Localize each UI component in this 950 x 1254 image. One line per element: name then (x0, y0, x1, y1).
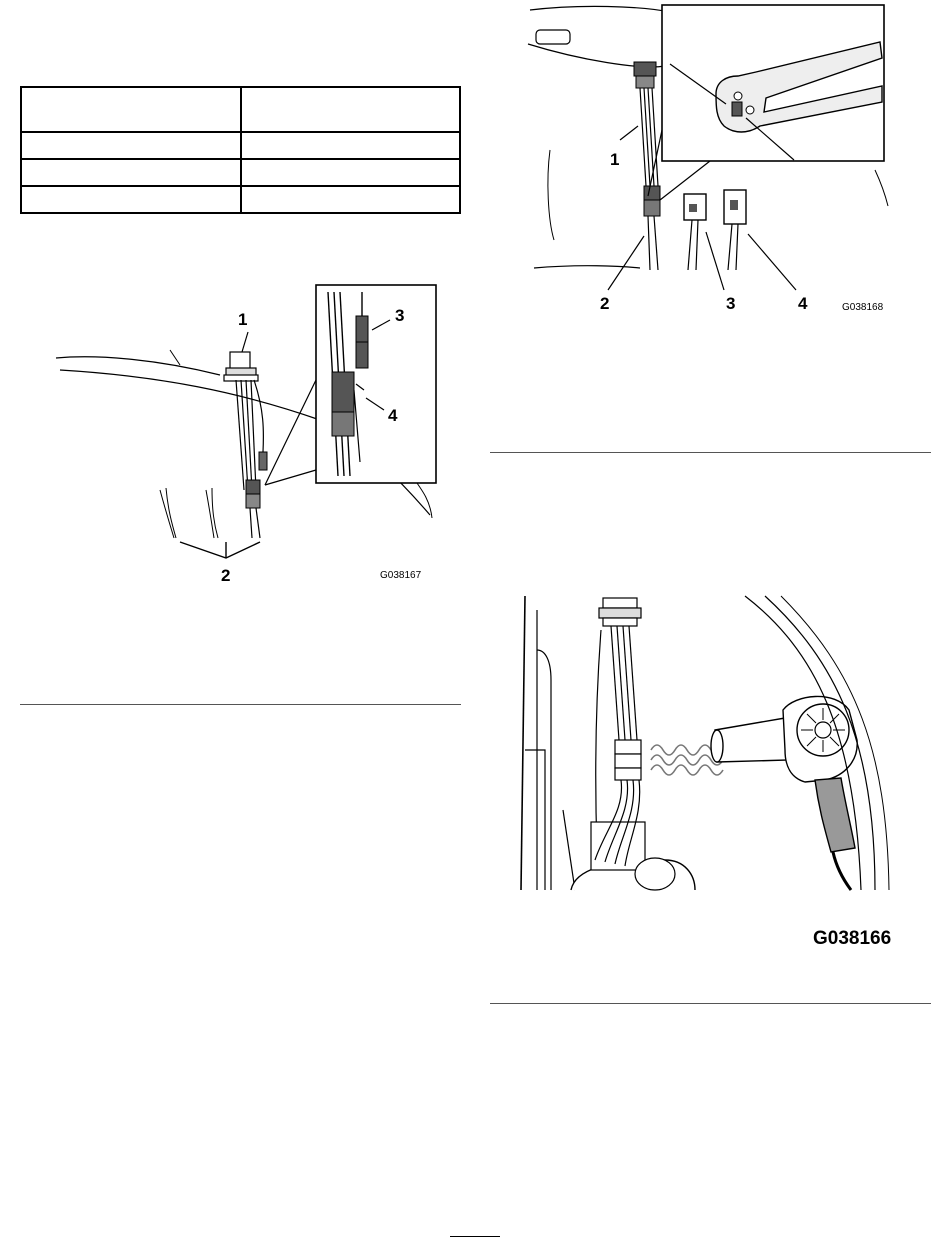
table-cell (241, 132, 461, 159)
table-row (21, 159, 460, 186)
callout-4: 4 (798, 294, 808, 313)
table-cell (241, 186, 461, 213)
table-header-cell (21, 87, 241, 132)
divider-right-bottom (490, 1003, 931, 1004)
callout-3: 3 (726, 294, 736, 313)
callout-2: 2 (600, 294, 610, 313)
divider-left (20, 704, 461, 705)
table-cell (21, 159, 241, 186)
figure-code: G038167 (380, 570, 422, 581)
divider-right-top (490, 452, 931, 453)
table-cell (21, 186, 241, 213)
heat-gun-illustration (515, 590, 905, 895)
table-cell (241, 159, 461, 186)
wiring-figure-left (20, 280, 460, 590)
figure-code: G038168 (842, 302, 884, 313)
callout-3: 3 (395, 306, 405, 325)
callout-1: 1 (610, 150, 620, 169)
callout-4: 4 (388, 406, 398, 425)
table-header-cell (241, 87, 461, 132)
footer-rule (450, 1236, 500, 1237)
wire-table (20, 86, 461, 214)
wiring-figure-top-right (520, 0, 890, 320)
table-row (21, 186, 460, 213)
heat-gun-figure (515, 590, 905, 950)
table-row (21, 132, 460, 159)
table-header-row (21, 87, 460, 132)
table-cell (21, 132, 241, 159)
wiring-illustration-top-right (520, 0, 890, 320)
callout-2: 2 (221, 566, 231, 585)
callout-1: 1 (238, 310, 248, 329)
figure-code: G038166 (813, 928, 892, 949)
